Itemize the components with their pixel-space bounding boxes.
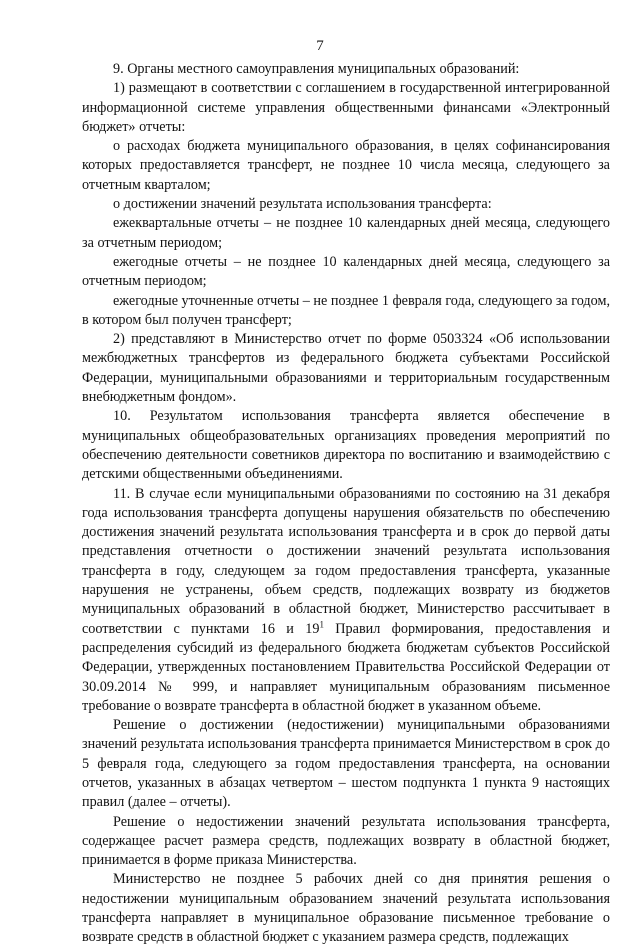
page-number: 7 [316, 38, 324, 54]
paragraph-9-1: 1) размещают в соответствии с соглашением в государственной интегрированной информационной системе управления общественными финансами «Электронный бюджет» отчеты: [82, 80, 610, 135]
paragraph-quarterly-reports: ежеквартальные отчеты – не позднее 10 календарных дней месяца, следующего за отчетным периодом; [82, 215, 610, 251]
paragraph-decision-non-achievement: Решение о недостижении значений результата использования трансферта, содержащее расчет размера средств, подлежащих возврату в областной бюджет, принимается в форме приказа Министерства. [82, 813, 610, 869]
paragraph-11-part-1: 11. В случае если муниципальными образованиями по состоянию на 31 декабря года использования трансферта допущены нарушения обязательств по обеспечению достижения значений результата использования трансферта и в срок до первой даты представления отчетности о достижении значений результата использования трансферта в году, следующем за годом предоставления трансферта, указанные нарушения не устранены, объем средств, подлежащих возврату из бюджетов муниципальных образований в областной бюджет, Министерство рассчитывает в соответствии с пунктами 16 и 19 [82, 485, 610, 637]
paragraph-9-heading: 9. Органы местного самоуправления муниципальных образований: [113, 61, 520, 77]
document-body [82, 60, 610, 948]
paragraph-9-1-results: о достижении значений результата использования трансферта: [113, 196, 492, 213]
paragraph-ministry-demand: Министерство не позднее 5 рабочих дней со дня принятия решения о недостижении муниципальным образованием значений результата использования трансферта направляет в муниципальное образование письменное требование о возврате средств в областной бюджет с указанием размера средств, подлежащих [82, 871, 610, 946]
paragraph-11 [82, 485, 610, 717]
paragraph-decision-achievement: Решение о достижении (недостижении) муниципальными образованиями значений результата использования трансферта принимается Министерством в срок до 5 февраля года, следующего за годом предоставления трансферта, на основании отчетов, указанных в абзацах четвертом – шестом подпункта 1 пункта 9 настоящих правил (далее – отчеты). [82, 717, 610, 811]
paragraph-annual-reports: ежегодные отчеты – не позднее 10 календарных дней месяца, следующего за отчетным периодом; [82, 253, 610, 290]
paragraph-11-part-2: Правил формирования, предоставления и распределения субсидий из федерального бюджета бюджетам субъектов Российской Федерации, утвержденных постановлением Правительства Российской Федерации от 30.09.2014 № 999, и направляет муниципальным образованиям письменное требование о возврате трансферта в областной бюджет в указанном объеме. [82, 620, 611, 714]
paragraph-annual-updated-reports: ежегодные уточненные отчеты – не позднее 1 февраля года, следующего за годом, в котором был получен трансферт; [82, 292, 610, 328]
paragraph-9-1-expenses: о расходах бюджета муниципального образования, в целях софинансирования которых предоставляется трансферт, не позднее 10 числа месяца, следующего за отчетным кварталом; [82, 138, 610, 193]
paragraph-9-2: 2) представляют в Министерство отчет по форме 0503324 «Об использовании межбюджетных трансфертов из федерального бюджета субъектами Российской Федерации, муниципальными образованиями и территориальным государственным внебюджетным фондом». [82, 331, 610, 406]
superscript-footnote: 1 [319, 618, 324, 629]
paragraph-10: 10. Результатом использования трансферта является обеспечение в муниципальных общеобразовательных организациях проведения мероприятий по обеспечению деятельности советников директора по воспитанию и взаимодействию с детскими общественными объединениями. [82, 408, 610, 483]
